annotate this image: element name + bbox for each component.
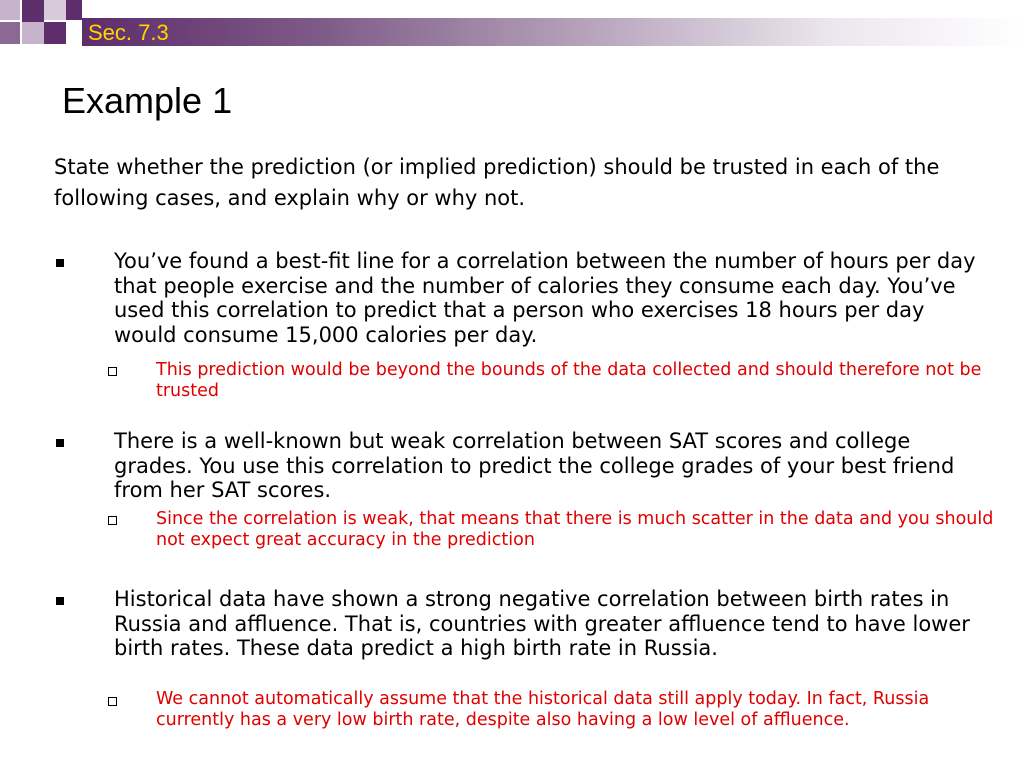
answer-text: This prediction would be beyond the bounds of the data collected and should therefore not be trusted — [156, 360, 982, 401]
header-bar — [82, 18, 1024, 46]
decorative-square — [44, 22, 66, 44]
bullet-text: Historical data have shown a strong negative correlation between birth rates in Russia and affluence. That is, countries with greater affluence tend to have lower birth rates. These data predict a high birth rate in Russia. — [114, 587, 970, 660]
decorative-square — [22, 22, 44, 44]
answer-text: Since the correlation is weak, that means that there is much scatter in the data and you should not expect great accuracy in the prediction — [156, 509, 994, 550]
decorative-square — [0, 22, 20, 44]
decorative-square — [44, 0, 66, 20]
decorative-square — [22, 0, 44, 22]
decorative-square — [0, 0, 20, 20]
bullet-text: You’ve found a best-fit line for a correlation between the number of hours per day that people exercise and the number of calories they consume each day. You’ve used this correlation to predict that a person who exercises 18 hours per day would consume 15,000 calories per day. — [114, 249, 976, 347]
bullet-marker — [56, 259, 64, 267]
sub-bullet-marker — [108, 697, 117, 706]
bullet-marker — [56, 439, 64, 447]
intro-text: State whether the prediction (or implied prediction) should be trusted in each of the following cases, and explain why or why not. — [54, 155, 940, 210]
sub-bullet-marker — [108, 367, 117, 376]
bullet-marker — [56, 597, 64, 605]
slide-title: Example 1 — [62, 80, 233, 121]
bullet-text: There is a well-known but weak correlation between SAT scores and college grades. You use this correlation to predict the college grades of your best friend from her SAT scores. — [114, 429, 955, 502]
decorative-square — [66, 0, 82, 20]
sub-bullet-marker — [108, 516, 117, 525]
answer-text: We cannot automatically assume that the historical data still apply today. In fact, Russia currently has a very low birth rate, despite also having a low level of affluence. — [156, 689, 930, 730]
section-label: Sec. 7.3 — [88, 20, 169, 45]
